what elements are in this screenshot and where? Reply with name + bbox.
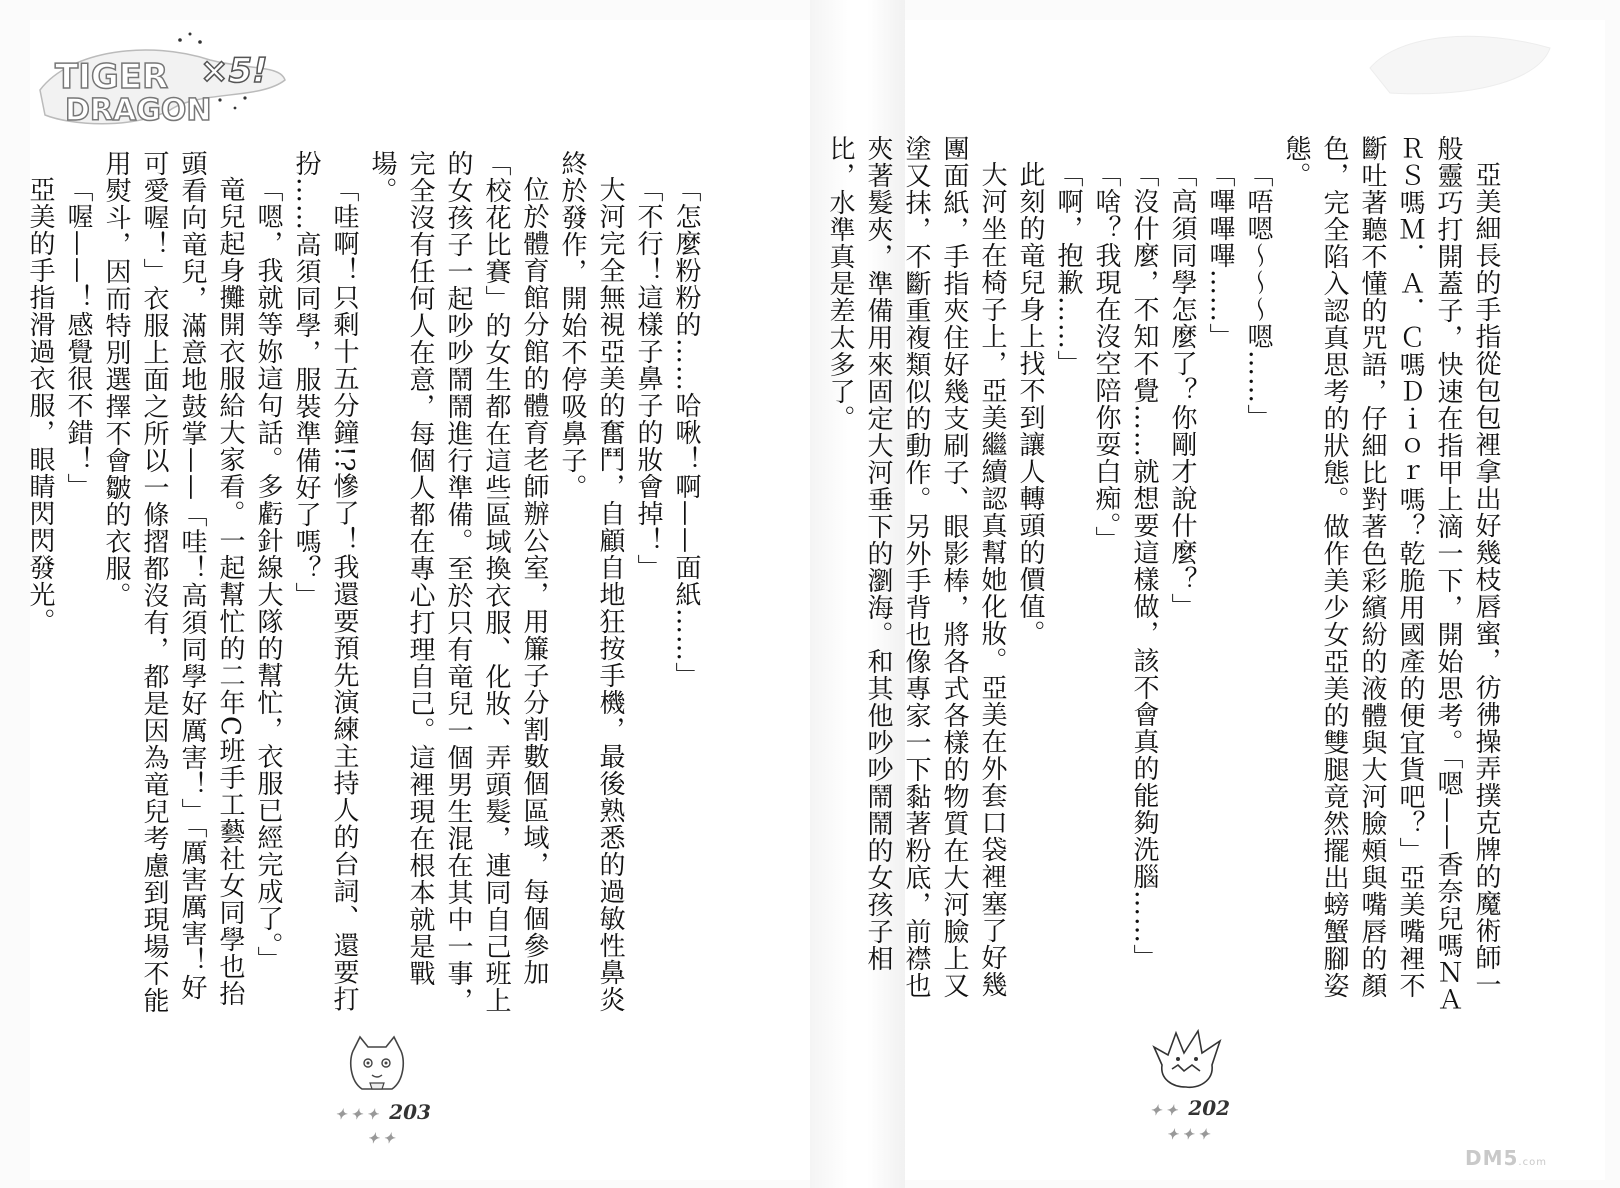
star-ornament-icon: ✦✦ <box>367 1131 399 1147</box>
page-number-text: 202 <box>1188 1096 1231 1120</box>
left-paragraph: 位於體育館分館的體育老師辦公室，用簾子分割數個區域，每個參加「校花比賽」的女生都在這些區域換衣服、化妝、弄頭髮，連同自己班上的女孩子一起吵吵鬧鬧進行準備。至於只有竜兒一個男生混在其中一事，完全沒有任何人在意，每個人都在專心打理自己。這裡現在根本就是戰場。 <box>367 150 549 1014</box>
right-paragraph: 「高須同學怎麼了？你剛才說什麼？」 <box>1167 161 1197 620</box>
right-paragraph: 此刻的竜兒身上找不到讓人轉頭的價值。 <box>1015 161 1045 647</box>
dragon-mascot-icon <box>1148 1025 1228 1095</box>
right-paragraph: 亞美細長的手指從包包裡拿出好幾枝唇蜜，彷彿操弄撲克牌的魔術師一般靈巧打開蓋子，快速在指甲上滴一下，開始思考。「嗯——香奈兒嗎ＮＡＲＳ嗎Ｍ．Ａ．Ｃ嗎Ｄｉｏｒ嗎？乾脆用國產的便宜貨吧？」亞美嘴裡不斷吐著聽不懂的咒語，仔細比對著色彩繽紛的液體與大河臉頰與嘴唇的顏色，完全陷入認真思考的狀態。做作美少女亞美的雙腿竟然擺出螃蟹腳姿態。 <box>1281 135 1501 1013</box>
star-ornament-icon: ✦✦ <box>1149 1103 1182 1119</box>
logo-line1: TIGER <box>55 57 169 97</box>
left-page-text <box>25 150 705 1020</box>
logo-suffix: ×5! <box>200 51 268 91</box>
left-paragraph: 亞美的手指滑過衣服，眼睛閃閃發光。 <box>25 176 55 635</box>
right-paragraph: 大河坐在椅子上，亞美繼續認真幫她化妝。亞美在外套口袋裡塞了好幾團面紙，手指夾住好幾支刷子、眼影棒，將各式各樣的物質在大河臉上又塗又抹，不斷重複類似的動作。另外手背也像專家一下黏著粉底，前襟也夾著髮夾，準備用來固定大河垂下的瀏海。和其他吵吵鬧鬧的女孩子相比，水準真是差太多了。 <box>825 135 1007 999</box>
left-paragraph: 大河完全無視亞美的奮鬥，自顧自地狂按手機，最後熟悉的過敏性鼻炎終於發作，開始不停吸鼻子。 <box>557 150 625 1013</box>
site-watermark <box>1465 1146 1547 1170</box>
watermark-brand: DM5 <box>1465 1146 1519 1170</box>
left-paragraph: 「不行！這樣子鼻子的妝會掉！」 <box>633 176 663 581</box>
right-paragraph: 「啊，抱歉……」 <box>1053 161 1083 377</box>
star-ornament-icon: ✦✦✦ <box>1166 1127 1214 1143</box>
star-ornament-icon: ✦✦✦ <box>335 1107 383 1123</box>
logo-line2: DRAGON <box>65 93 212 128</box>
series-logo <box>30 20 290 135</box>
logo-art <box>30 20 290 135</box>
left-paragraph: 「嗯，我就等妳這句話。多虧針線大隊的幫忙，衣服已經完成了。」 <box>253 176 283 973</box>
watermark-domain: .com <box>1518 1157 1547 1168</box>
page-number-left <box>318 1100 448 1148</box>
right-paragraph: 「唔嗯～～～嗯……」 <box>1243 161 1273 431</box>
left-paragraph: 「喔——！感覺很不錯！」 <box>63 176 93 500</box>
left-paragraph: 「怎麼粉粉的……哈啾！啊——面紙……」 <box>671 176 701 689</box>
right-paragraph: 「嗶嗶嗶……」 <box>1205 161 1235 350</box>
right-page-text <box>825 135 1505 1015</box>
left-paragraph: 竜兒起身攤開衣服給大家看。一起幫忙的二年C班手工藝社女同學也抬頭看向竜兒，滿意地鼓掌——「哇！高須同學好厲害！」「厲害厲害！好可愛喔！」衣服上面之所以一條摺都沒有，都是因為竜兒考慮到現場不能用熨斗，因而特別選擇不會皺的衣服。 <box>101 150 245 1014</box>
right-paragraph: 「沒什麼，不知不覺……就想要這樣做，該不會真的能夠洗腦……」 <box>1129 161 1159 971</box>
cat-mascot-icon <box>342 1035 412 1095</box>
left-paragraph: 「哇啊！只剩十五分鐘!?慘了！我還要預先演練主持人的台詞、還要打扮……高須同學，服裝準備好了嗎？」 <box>291 150 359 1013</box>
faded-logo-icon <box>1360 18 1560 108</box>
page-number-right <box>1125 1096 1255 1144</box>
page-number-text: 203 <box>389 1100 431 1124</box>
right-paragraph: 「啥？我現在沒空陪你耍白痴。」 <box>1091 161 1121 553</box>
